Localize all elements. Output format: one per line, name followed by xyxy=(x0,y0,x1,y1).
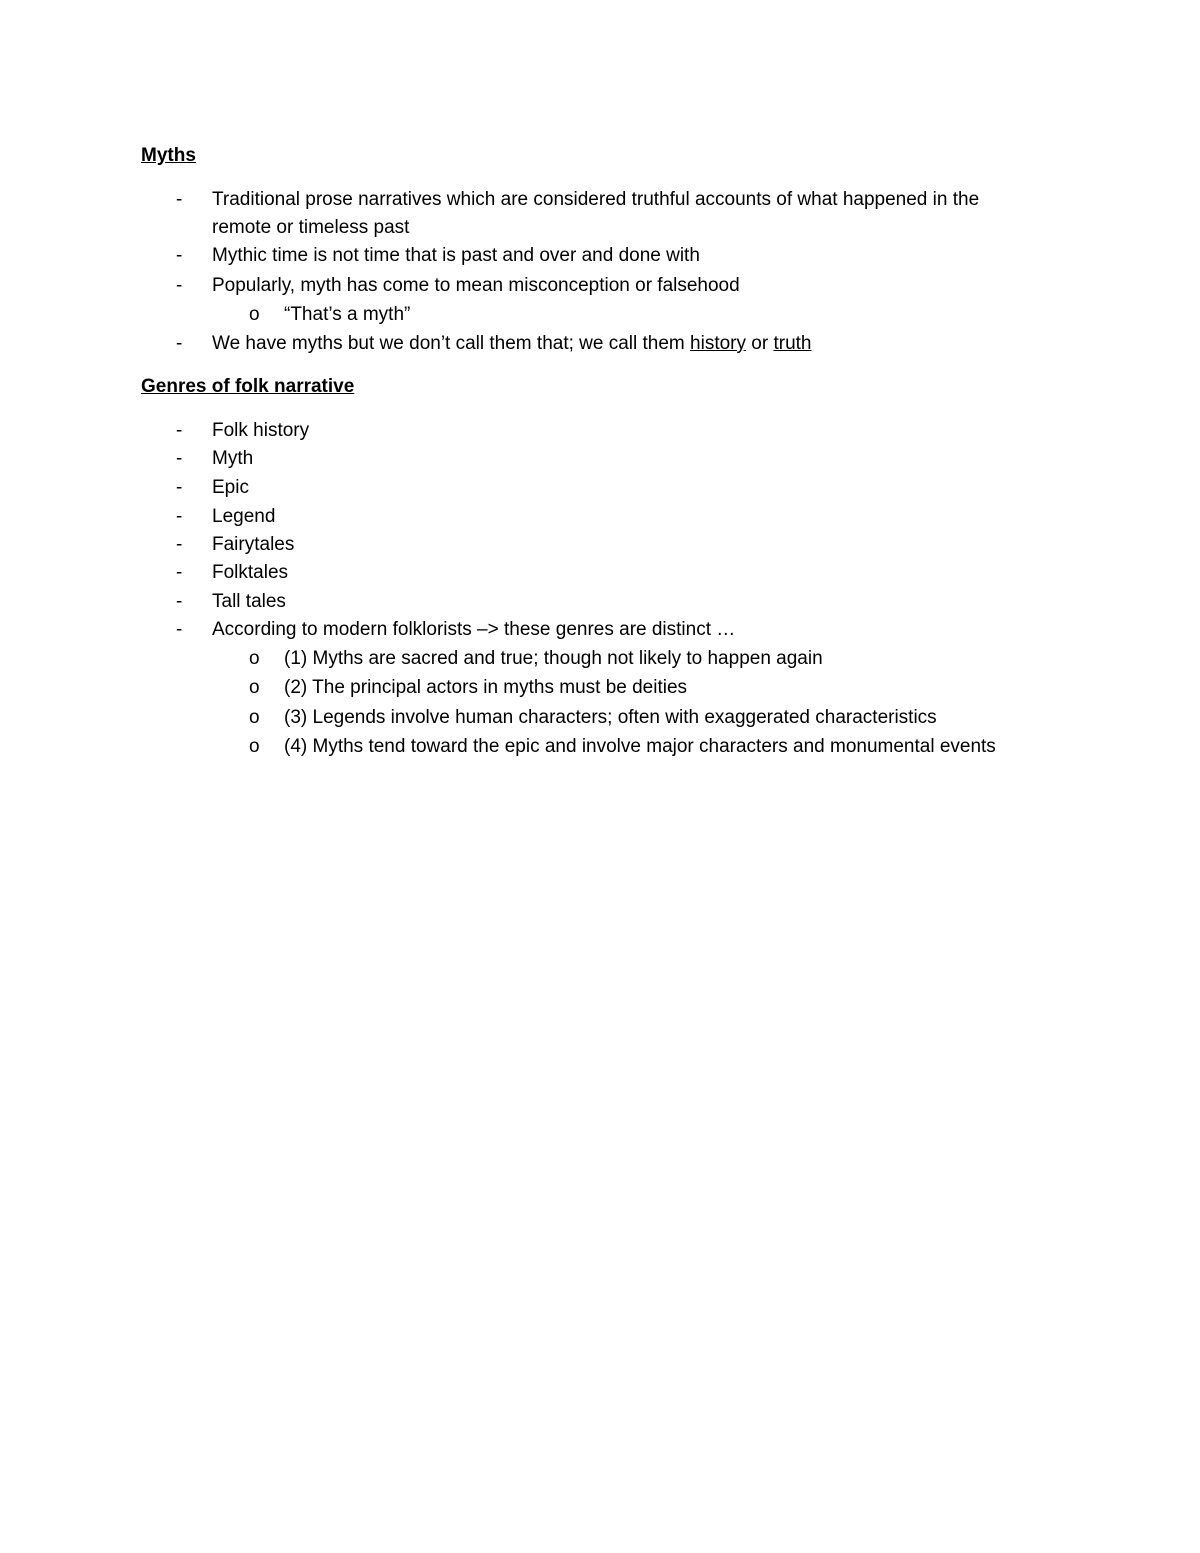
dash-bullet: - xyxy=(176,420,183,441)
list-item-text: Folk history xyxy=(212,420,310,441)
list-item-text xyxy=(212,332,812,356)
sub-list-item-text: (3) Legends involve human characters; often with exaggerated characteristics xyxy=(284,707,937,728)
underlined-word-truth: truth xyxy=(773,333,812,354)
circle-bullet: o xyxy=(249,304,260,325)
dash-bullet: - xyxy=(176,275,183,296)
circle-bullet: o xyxy=(249,707,260,728)
list-item-text: Mythic time is not time that is past and over and done with xyxy=(212,245,700,266)
dash-bullet: - xyxy=(176,591,183,612)
circle-bullet: o xyxy=(249,648,260,669)
dash-bullet: - xyxy=(176,506,183,527)
sub-list-item-text: (2) The principal actors in myths must be deities xyxy=(284,677,688,698)
text-segment: We have myths but we don’t call them that; we call them xyxy=(212,333,691,354)
section-heading-myths: Myths xyxy=(141,145,196,166)
section-heading-genres: Genres of folk narrative xyxy=(141,376,355,397)
sub-list-item-text: (4) Myths tend toward the epic and involve major characters and monumental events xyxy=(284,736,996,757)
dash-bullet: - xyxy=(176,477,183,498)
list-item-text: Popularly, myth has come to mean misconception or falsehood xyxy=(212,275,740,296)
text-segment: or xyxy=(746,333,774,354)
list-item-text: Folktales xyxy=(212,562,289,583)
circle-bullet: o xyxy=(249,736,260,757)
underlined-word-history: history xyxy=(690,333,747,354)
list-item-text: Epic xyxy=(212,477,249,498)
list-item-text: remote or timeless past xyxy=(212,217,410,238)
dash-bullet: - xyxy=(176,189,183,210)
list-item-text: Traditional prose narratives which are considered truthful accounts of what happened in the xyxy=(212,189,980,210)
dash-bullet: - xyxy=(176,562,183,583)
list-item-text: Myth xyxy=(212,448,254,469)
sub-list-item-text: (1) Myths are sacred and true; though not likely to happen again xyxy=(284,648,823,669)
list-item-text: Fairytales xyxy=(212,534,295,555)
dash-bullet: - xyxy=(176,448,183,469)
dash-bullet: - xyxy=(176,333,183,354)
list-item-text: According to modern folklorists –> these genres are distinct … xyxy=(212,619,736,640)
list-item-text: Tall tales xyxy=(212,591,286,612)
circle-bullet: o xyxy=(249,677,260,698)
list-item-text: Legend xyxy=(212,506,276,527)
sub-list-item-text: “That’s a myth” xyxy=(284,304,411,325)
dash-bullet: - xyxy=(176,245,183,266)
dash-bullet: - xyxy=(176,619,183,640)
dash-bullet: - xyxy=(176,534,183,555)
